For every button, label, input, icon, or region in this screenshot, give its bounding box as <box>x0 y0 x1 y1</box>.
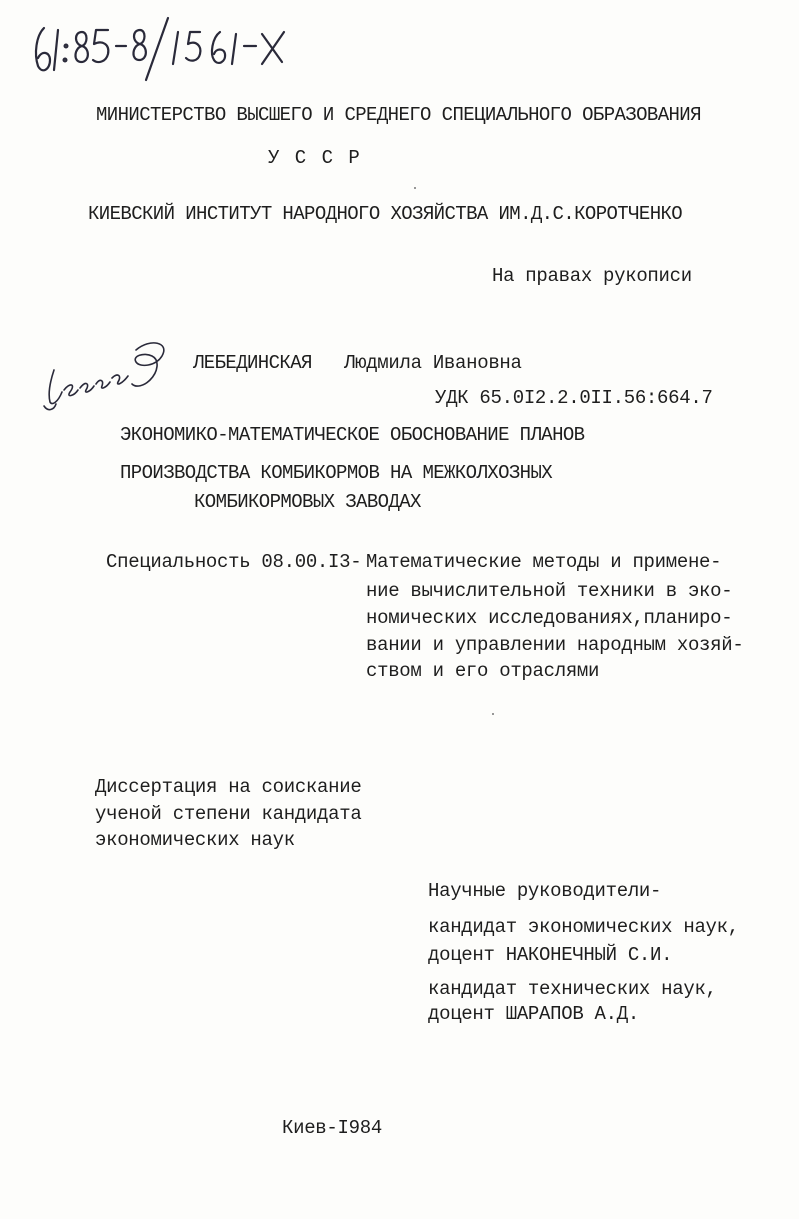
handwritten-signature <box>40 332 190 418</box>
manuscript-rights-note: На правах рукописи <box>492 265 692 287</box>
specialty-description-line: ние вычислительной техники в эко- <box>366 580 733 602</box>
place-and-year: Киев-I984 <box>282 1117 382 1139</box>
supervisor-1-name: доцент НАКОНЕЧНЫЙ С.И. <box>428 944 673 966</box>
supervisor-2-name: доцент ШАРАПОВ А.Д. <box>428 1003 639 1025</box>
author-given-names: Людмила Ивановна <box>344 352 522 374</box>
institute-heading: КИЕВСКИЙ ИНСТИТУТ НАРОДНОГО ХОЗЯЙСТВА ИМ.Д.С.КОРОТЧЕНКО <box>88 203 683 225</box>
dissertation-statement-line: экономических наук <box>95 829 295 851</box>
ministry-heading: МИНИСТЕРСТВО ВЫСШЕГО И СРЕДНЕГО СПЕЦИАЛЬНОГО ОБРАЗОВАНИЯ <box>96 104 701 126</box>
specialty-description-line: вании и управлении народным хозяй- <box>366 634 744 656</box>
udc-code: УДК 65.0I2.2.0II.56:664.7 <box>435 387 713 409</box>
thesis-title-line-2: ПРОИЗВОДСТВА КОМБИКОРМОВ НА МЕЖКОЛХОЗНЫХ <box>120 462 553 484</box>
dissertation-statement-line: Диссертация на соискание <box>95 776 362 798</box>
supervisor-2-degree: кандидат технических наук, <box>428 978 717 1000</box>
republic-heading: У С С Р <box>268 147 362 169</box>
scan-speck <box>414 187 416 189</box>
specialty-label: Специальность 08.00.I3- <box>106 551 362 573</box>
dissertation-statement-line: ученой степени кандидата <box>95 803 362 825</box>
thesis-title-line-1: ЭКОНОМИКО-МАТЕМАТИЧЕСКОЕ ОБОСНОВАНИЕ ПЛАНОВ <box>120 424 585 446</box>
handwritten-shelfmark <box>30 14 290 84</box>
specialty-description-line: Математические методы и примене- <box>366 551 722 573</box>
thesis-title-line-3: КОМБИКОРМОВЫХ ЗАВОДАХ <box>194 491 421 513</box>
supervisor-1-degree: кандидат экономических наук, <box>428 916 739 938</box>
specialty-description-line: ством и его отраслями <box>366 660 600 682</box>
supervisors-heading: Научные руководители- <box>428 880 662 902</box>
specialty-description-line: номических исследованиях,планиро- <box>366 607 733 629</box>
author-surname: ЛЕБЕДИНСКАЯ <box>193 352 312 374</box>
scan-speck <box>492 713 494 715</box>
